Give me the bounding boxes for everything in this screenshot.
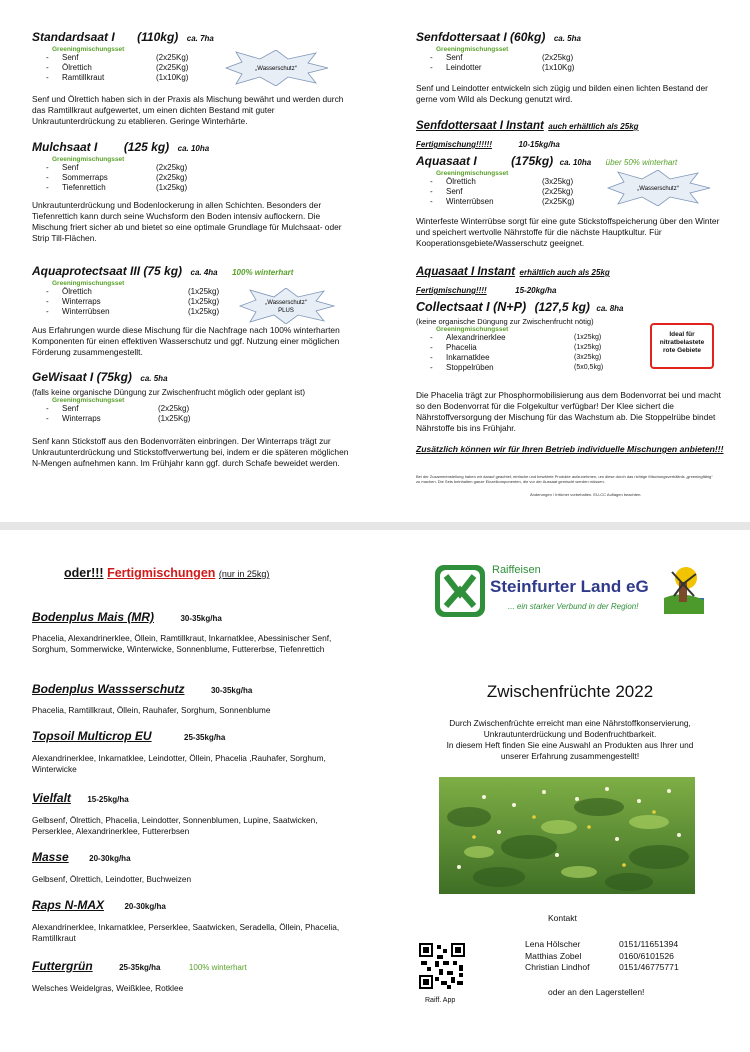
mix-item: - Phacelia (1x25kg) (430, 343, 602, 352)
mix-rate: 25-35kg/ha (184, 733, 226, 742)
mix-item: - Winterrübsen (2x25Kg) (430, 197, 575, 206)
product-description: Senf kann Stickstoff aus den Bodenvorräten einbringen. Der Winterraps trägt zur Unkrautunterdrückung und Stickstoffverwertung bei, indem er die späteren möglichen N-Mengen aufnehmen kann. Im Frühjahr kann ggf. durch Schafe beweidet werden. (32, 436, 349, 469)
contact-row: Christian Lindhof 0151/46775771 (525, 962, 679, 972)
product-title: Aquaprotectsaat III (75 kg) (32, 264, 183, 278)
mix-rate: 30-35kg/ha (180, 614, 222, 623)
mix-label: Greeningmischungsset (52, 397, 125, 404)
closing-line: oder an den Lagerstellen! (548, 987, 645, 997)
product-weight: (175kg) (511, 154, 554, 168)
brochure-intro: Durch Zwischenfrüchte erreicht man eine Nährstoffkonservierung, Unkrautunterdrückung und Bodenfruchtbarkeit. In diesem Heft finden Sie eine Auswahl an Produkten aus Ihrer und unserer Erfahrung zusammengestellt! (446, 718, 694, 761)
mix-components: Alexandrinerklee, Inkarnatklee, Perserklee, Saatwicken, Seradella, Öllein, Phacelia, Ramtillkraut (32, 922, 340, 943)
windmill-icon (662, 564, 704, 616)
mix-name: Bodenplus Mais (MR) (32, 610, 154, 624)
product-weight: (127,5 kg) (534, 300, 590, 314)
logo-raiffeisen: Raiffeisen (492, 564, 541, 576)
product-rate: 10-15kg/ha (518, 140, 560, 149)
product-note: (falls keine organische Düngung zur Zwischenfrucht möglich oder geplant ist) (32, 388, 306, 397)
product-title: Collectsaat I (N+P) (416, 300, 527, 314)
mix-name: Futtergrün (32, 959, 93, 973)
product-senfdottersaat-instant (416, 116, 726, 152)
mix-item: - Winterraps (1x25kg) (46, 297, 220, 306)
product-senfdottersaat (416, 28, 726, 73)
qr-label: Raiff. App (425, 997, 456, 1004)
winterhart-note: 100% winterhart (232, 268, 294, 277)
product-description: Senf und Leindotter entwickeln sich zügig und bilden einen lichten Bestand der gerne vom Wild als Deckung genutzt wird. (416, 83, 708, 105)
logo-name: Steinfurter Land eG (490, 577, 649, 596)
mix-name: Bodenplus Wassserschutz (32, 682, 185, 696)
fineprint-disclaimer: Änderungen / Irrtümer vorbehalten. EU-CC Auflagen beachten. (530, 492, 642, 497)
mix-item: - Ölrettich (2x25Kg) (46, 63, 189, 72)
contact-row: Lena Hölscher 0151/11651394 (525, 939, 679, 949)
product-line2: Fertigmischung!!!!!! (416, 140, 492, 149)
mix-entry-futtergruen (32, 957, 357, 994)
product-description: Die Phacelia trägt zur Phosphormobilisierung aus dem Bodenvorrat bei und macht so den Bodenvorrat für die Folgekultur verfügbar! Der Klee sichert die Nährstoffversorgung der Mischung für das Wachstum ab. Die Stoppelrübe bindet Nährstoffe bis ins Frühjahr. (416, 390, 721, 434)
contact-list (525, 939, 725, 974)
product-area: ca. 10ha (559, 158, 592, 167)
product-gewisaat (32, 368, 362, 424)
product-weight: (125 kg) (123, 140, 170, 154)
product-title: GeWisaat I (75kg) (32, 370, 132, 384)
qr-code-icon[interactable] (419, 943, 465, 989)
wasserschutz-badge (222, 50, 330, 86)
mix-item: - Stoppelrüben (5x0,5kg) (430, 363, 604, 372)
mix-item: - Senf (2x25kg) (46, 163, 188, 172)
mix-rate: 25-35kg/ha (119, 963, 161, 972)
product-area: ca. 10ha (177, 144, 210, 153)
product-rate: 15-20kg/ha (515, 286, 557, 295)
mix-entry-bodenplus-wasserschutz (32, 680, 357, 716)
mix-name: Masse (32, 850, 69, 864)
mix-rate: 20-30kg/ha (89, 854, 131, 863)
mix-components: Phacelia, Ramtillkraut, Öllein, Rauhafer, Sorghum, Sonnenblume (32, 705, 271, 715)
mix-item: - Alexandrinerklee (1x25kg) (430, 333, 602, 342)
svg-text:„Wasserschutz“: „Wasserschutz“ (255, 66, 297, 72)
product-title: Aquasaat I (416, 154, 477, 168)
product-weight: (110kg) (137, 30, 179, 44)
product-suffix: erhältlich auch als 25kg (519, 268, 610, 277)
mix-item: - Senf (2x25kg) (430, 53, 574, 62)
mix-label: Greeningmischungsset (52, 46, 125, 53)
winterhart-note: über 50% winterhart (605, 158, 678, 167)
svg-text:„Wasserschutz“: „Wasserschutz“ (265, 300, 307, 306)
product-description: Unkrautunterdrückung und Bodenlockerung in allen Schichten. Besonders der Tiefenrettich kann durch seine Wuchsform den Boden intensiv auflockern. Die Mischung friert sicher ab und bietet so eine optimale Grundlage für Mulchsaat- oder Strip Till-Flächen. (32, 200, 342, 244)
product-area: ca. 5ha (140, 374, 168, 383)
mix-rate: 30-35kg/ha (210, 686, 253, 695)
product-area: ca. 4ha (190, 268, 218, 277)
mix-item: - Ramtillkraut (1x10Kg) (46, 73, 189, 82)
product-title: Mulchsaat I (32, 140, 98, 154)
mix-item: - Ölrettich (1x25kg) (46, 287, 220, 296)
brochure-cover-page (0, 530, 750, 1052)
mix-rate: 15-25kg/ha (87, 795, 129, 804)
product-title: Standardsaat I (32, 30, 115, 44)
mix-item: - Inkarnatklee (3x25kg) (430, 353, 602, 362)
mix-entry-vielfalt (32, 789, 357, 837)
ideal-callout: Ideal für nitratbelastete rote Gebiete (650, 323, 714, 369)
mix-item: - Leindotter (1x10Kg) (430, 63, 575, 72)
product-title: Aquasaat I Instant (416, 266, 516, 278)
mix-entry-topsoil (32, 727, 357, 775)
mix-item: - Senf (2x25Kg) (46, 53, 189, 62)
mix-label: Greeningmischungsset (52, 156, 125, 163)
product-area: ca. 7ha (186, 34, 214, 43)
product-line2: Fertigmischung!!!! (416, 286, 487, 295)
mix-item: - Winterrübsen (1x25kg) (46, 307, 220, 316)
mix-label: Greeningmischungsset (436, 46, 509, 53)
product-title: Senfdottersaat I Instant (416, 120, 544, 132)
mix-item: - Tiefenrettich (1x25kg) (46, 183, 188, 192)
contact-heading: Kontakt (548, 913, 577, 923)
raiffeisen-cross-icon (434, 564, 486, 618)
wasserschutz-badge (604, 170, 712, 206)
product-note: (keine organische Düngung zur Zwischenfrucht nötig) (416, 317, 594, 326)
mix-name: Vielfalt (32, 791, 71, 805)
mix-entry-bodenplus-mais (32, 608, 357, 655)
mix-components: Welsches Weidelgras, Weißklee, Rotklee (32, 983, 184, 993)
mix-name: Topsoil Multicrop EU (32, 729, 152, 743)
brochure-title: Zwischenfrüchte 2022 (486, 682, 654, 701)
brochure-inner-page (0, 0, 750, 522)
cover-field-photo (439, 777, 695, 894)
mix-components: Alexandrinerklee, Inkarnatklee, Leindotter, Öllein, Phacelia ,Rauhafer, Sorghum, Winterwicke (32, 753, 326, 774)
fineprint: Bei der Zusammenstellung haben wir darauf geachtet, einfache und bewährte Produkte aufzunehmen, um diese durch das richtige Mischungsverhältnis „greeningfähig“ zu machen. Die Sets beinhalten ganze Einzelkomponenten, die vor der Aussaat gemischt werden müssen. (416, 474, 713, 484)
mix-label: Greeningmischungsset (52, 280, 125, 287)
mix-rate: 20-30kg/ha (124, 902, 166, 911)
fertigmischungen-heading: oder!!! Fertigmischungen (nur in 25kg) (64, 566, 270, 580)
mix-item: - Senf (2x25kg) (430, 187, 574, 196)
product-suffix: auch erhältlich als 25kg (548, 122, 639, 131)
mix-item: - Ölrettich (3x25kg) (430, 177, 574, 186)
mix-label: Greeningmischungsset (436, 326, 509, 333)
svg-text:„Wasserschutz“: „Wasserschutz“ (637, 186, 679, 192)
company-logo (434, 562, 704, 620)
mix-entry-raps-n-max (32, 896, 357, 944)
product-description: Senf und Ölrettich haben sich in der Praxis als Mischung bewährt und werden durch das Ramtillkraut aufgewertet, um einen dichten Bestand mit guter Unkrautunterdrückung zu etablieren. Geringe Winterhärte. (32, 94, 344, 127)
mix-label: Greeningmischungsset (436, 170, 509, 177)
wasserschutz-plus-badge (236, 288, 336, 324)
product-area: ca. 5ha (553, 34, 581, 43)
mix-components: Gelbsenf, Ölrettich, Leindotter, Buchweizen (32, 874, 192, 884)
winterhart-note: 100% winterhart (188, 963, 247, 972)
mix-components: Phacelia, Alexandrinerklee, Öllein, Ramtillkraut, Inkarnatklee, Abessinischer Senf, Sorghum, Sommerwicke, Winterwicke, Sonnenblume, Futtererbse, Tiefenrettich (32, 633, 332, 654)
product-mulchsaat (32, 138, 362, 193)
product-description: Winterfeste Winterrübse sorgt für eine gute Stickstoffspeicherung über den Winter und speichert wertvolle Nährstoffe für die nächste Hauptkultur. Für Kooperationsgebiete/Wasserschutz geeignet. (416, 216, 720, 249)
svg-text:PLUS: PLUS (278, 308, 294, 314)
product-aquasaat-instant (416, 262, 726, 298)
product-title: Senfdottersaat I (60kg) (416, 30, 546, 44)
mix-name: Raps N-MAX (32, 898, 105, 912)
mix-item: - Winterraps (1x25Kg) (46, 414, 191, 423)
contact-row: Matthias Zobel 0160/6101526 (525, 950, 674, 961)
logo-slogan: ... ein starker Verbund in der Region! (508, 602, 639, 611)
product-area: ca. 8ha (596, 304, 624, 313)
mix-item: - Sommerraps (2x25kg) (46, 173, 188, 182)
product-description: Aus Erfahrungen wurde diese Mischung für die Nachfrage nach 100% winterharten Komponenten für einen effektiven Wasserschutz und ggf. Nutzung einer möglichen Förderung zusammengestellt. (32, 325, 340, 358)
individual-offer: Zusätzlich können wir für Ihren Betrieb individuelle Mischungen anbieten!!! (416, 444, 724, 454)
mix-entry-masse (32, 848, 357, 885)
mix-item: - Senf (2x25kg) (46, 404, 190, 413)
mix-components: Gelbsenf, Ölrettich, Phacelia, Leindotter, Sonnenblumen, Lupine, Saatwicken, Perserklee, Alexandrinerklee, Futtererbsen (32, 815, 318, 836)
